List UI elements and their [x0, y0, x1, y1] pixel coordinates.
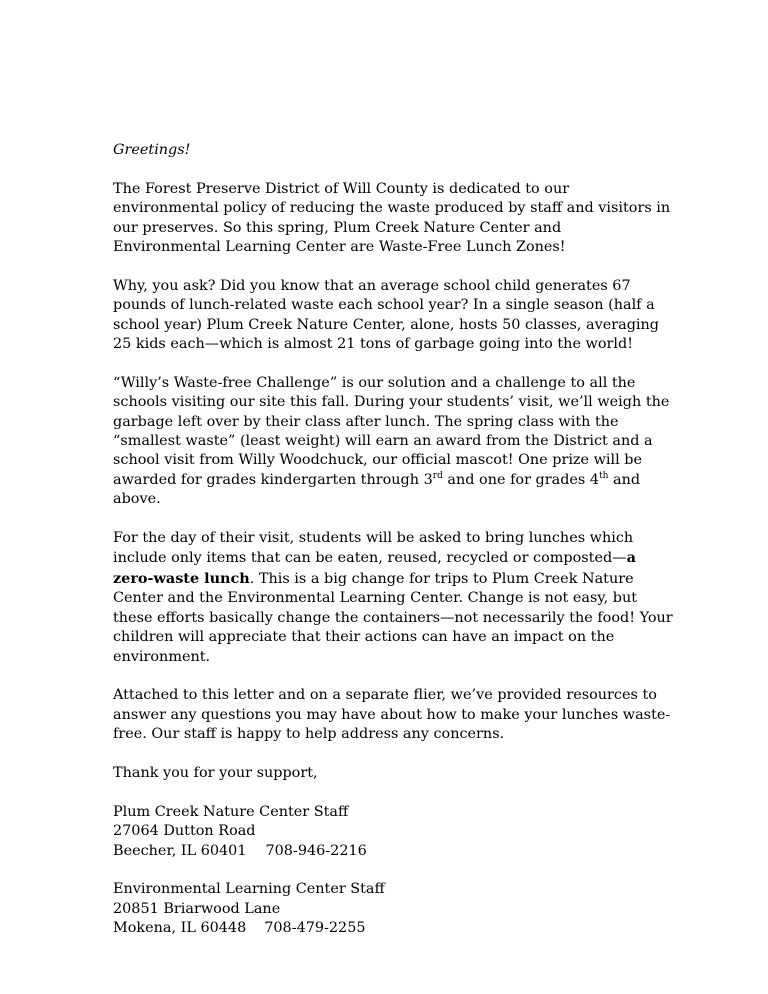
contact-plum-creek — [113, 803, 673, 861]
paragraph-visit — [113, 529, 673, 667]
contact-name: Environmental Learning Center Staff — [113, 881, 385, 898]
challenge-text-2: and one for grades 4 — [442, 471, 600, 488]
ordinal-suffix-rd: rd — [432, 471, 443, 482]
paragraph-challenge — [113, 374, 673, 510]
visit-text-1: For the day of their visit, students will be asked to bring lunches which include only items that can be eaten, reused, recycled or composted— — [113, 530, 634, 567]
challenge-text-1: “Willy’s Waste-free Challenge” is our solution and a challenge to all the schools visiting our site this fall. During your students’ visit, we’ll weigh the garbage left over by their class after lunch. The spring class with the “smallest waste” (least weight) will earn an award from the District and a school visit from Willy Woodchuck, our official mascot! One prize will be awarded for grades kindergarten through 3 — [113, 374, 670, 488]
paragraph-intro: The Forest Preserve District of Will County is dedicated to our environmental policy of reducing the waste produced by staff and visitors in our preserves. So this spring, Plum Creek Nature Center and Environmental Learning Center are Waste-Free Lunch Zones! — [113, 180, 671, 256]
zero-waste-emphasis: a zero-waste lunch — [113, 549, 636, 587]
challenge-text-3: and above. — [113, 471, 641, 508]
contact-city: Beecher, IL 60401 — [113, 842, 247, 859]
ordinal-suffix-th: th — [599, 471, 609, 482]
contact-phone: 708-946-2216 — [265, 842, 367, 859]
paragraph-why: Why, you ask? Did you know that an average school child generates 67 pounds of lunch-related waste each school year? In a single season (half a school year) Plum Creek Nature Center, alone, hosts 50 classes, averaging 25 kids each—which is almost 21 tons of garbage going into the world! — [113, 277, 659, 353]
contact-city: Mokena, IL 60448 — [113, 920, 247, 937]
contact-street: 20851 Briarwood Lane — [113, 900, 281, 917]
contact-name: Plum Creek Nature Center Staff — [113, 803, 349, 820]
contact-street: 27064 Dutton Road — [113, 823, 256, 840]
greeting: Greetings! — [113, 142, 191, 158]
visit-text-2: . This is a big change for trips to Plum Creek Nature Center and the Environmental Learning Center. Change is not easy, but these efforts basically change the containers—not necessarily the food! Your children will appreciate that their actions can have an impact on the environment. — [113, 570, 673, 665]
contact-phone: 708-479-2255 — [264, 920, 366, 937]
closing-line: Thank you for your support, — [113, 764, 318, 781]
contact-city-line — [113, 842, 673, 861]
contact-city-line — [113, 919, 673, 938]
letter-body — [113, 141, 673, 939]
contact-learning-center — [113, 880, 673, 938]
paragraph-resources: Attached to this letter and on a separate flier, we’ve provided resources to answer any questions you may have about how to make your lunches waste-free. Our staff is happy to help address any concerns. — [113, 687, 671, 743]
